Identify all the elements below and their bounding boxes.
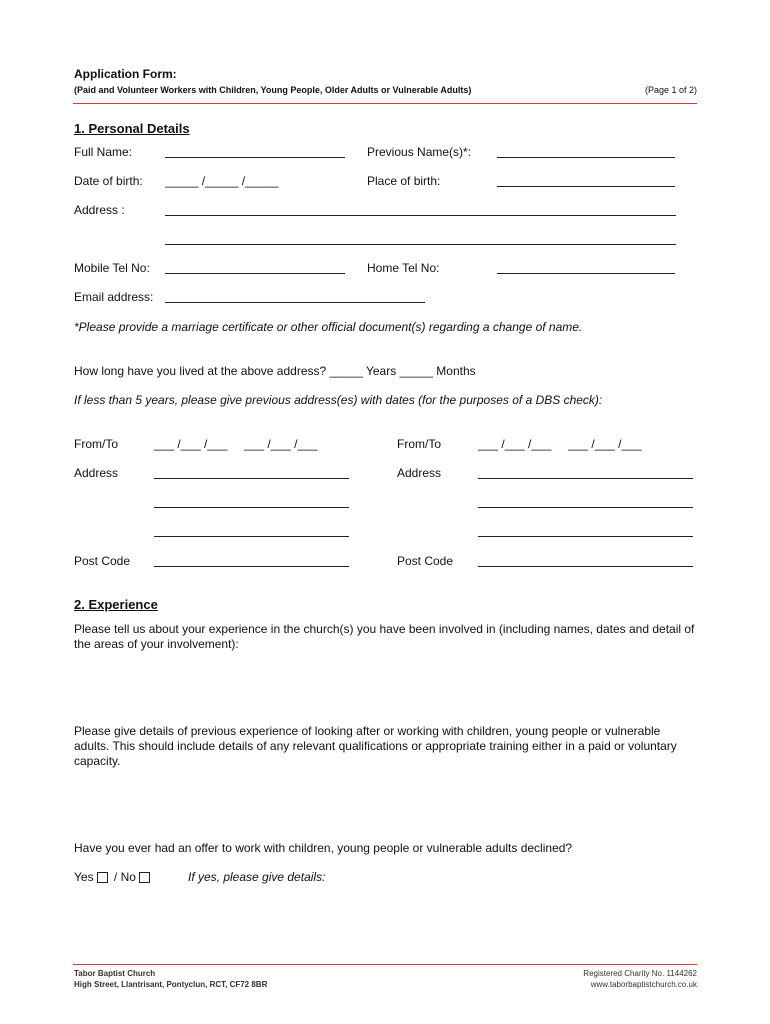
post-code-label-1: Post Code (74, 554, 131, 568)
post-code-field-2[interactable] (478, 566, 693, 567)
section-heading-experience: 2. Experience (74, 597, 158, 612)
footer-charity: Registered Charity No. 1144262 (583, 969, 697, 978)
footer-divider (73, 964, 697, 965)
place-of-birth-field[interactable] (497, 186, 675, 187)
mobile-label: Mobile Tel No: (74, 261, 150, 275)
prev-address-1-line-3[interactable] (154, 536, 349, 537)
address-field-line-2[interactable] (165, 244, 676, 245)
yes-label: Yes (74, 870, 94, 884)
footer-org: Tabor Baptist Church (74, 969, 156, 978)
name-change-note: *Please provide a marriage certificate or other official document(s) regarding a change of name. (74, 320, 583, 334)
from-to-label-1: From/To (74, 437, 119, 451)
mobile-field[interactable] (165, 273, 345, 274)
post-code-field-1[interactable] (154, 566, 349, 567)
previous-names-label: Previous Name(s)*: (367, 145, 472, 159)
dob-field[interactable]: _____ /_____ /_____ (165, 174, 279, 188)
form-title: Application Form: (74, 67, 177, 81)
footer-address: High Street, Llantrisant, Pontyclun, RCT, CF72 8BR (74, 980, 268, 989)
address-field-line-1[interactable] (165, 215, 676, 216)
full-name-label: Full Name: (74, 145, 133, 159)
home-tel-label: Home Tel No: (367, 261, 440, 275)
from-to-label-2: From/To (397, 437, 442, 451)
if-yes-prompt: If yes, please give details: (188, 870, 326, 884)
email-label: Email address: (74, 290, 154, 304)
yes-checkbox[interactable] (97, 872, 108, 883)
prev-address-1-line-2[interactable] (154, 507, 349, 508)
footer-website: www.taborbaptistchurch.co.uk (590, 980, 697, 989)
no-label: / No (113, 870, 136, 884)
form-subtitle: (Paid and Volunteer Workers with Children, Young People, Older Adults or Vulnerable Adults) (74, 85, 472, 95)
from-to-field-2[interactable]: ___ /___ /___ ___ /___ /___ (478, 437, 642, 451)
experience-question-2: Please give details of previous experience of looking after or working with children, young people or vulnerable adults. This should include details of any relevant qualifications or appropriate training either in a paid or voluntary capacity. (74, 724, 677, 768)
prev-address-2-line-1[interactable] (478, 478, 693, 479)
previous-names-field[interactable] (497, 157, 675, 158)
prev-address-1-line-1[interactable] (154, 478, 349, 479)
previous-address-note: If less than 5 years, please give previous address(es) with dates (for the purposes of a DBS check): (74, 393, 603, 407)
email-field[interactable] (165, 302, 425, 303)
prev-address-label-2: Address (397, 466, 442, 480)
section-heading-personal: 1. Personal Details (74, 121, 190, 136)
page-number: (Page 1 of 2) (644, 85, 697, 95)
experience-question-3: Have you ever had an offer to work with children, young people or vulnerable adults declined? (74, 841, 573, 855)
place-of-birth-label: Place of birth: (367, 174, 441, 188)
header-divider (73, 103, 697, 104)
post-code-label-2: Post Code (397, 554, 454, 568)
prev-address-label-1: Address (74, 466, 119, 480)
full-name-field[interactable] (165, 157, 345, 158)
home-tel-field[interactable] (497, 273, 675, 274)
experience-question-1: Please tell us about your experience in the church(s) you have been involved in (including names, dates and detail of the areas of your involvement): (74, 622, 695, 651)
dob-label: Date of birth: (74, 174, 143, 188)
how-long-question: How long have you lived at the above address? _____ Years _____ Months (74, 364, 476, 378)
prev-address-2-line-3[interactable] (478, 536, 693, 537)
no-checkbox[interactable] (139, 872, 150, 883)
yes-no-row (74, 870, 153, 884)
from-to-field-1[interactable]: ___ /___ /___ ___ /___ /___ (154, 437, 318, 451)
prev-address-2-line-2[interactable] (478, 507, 693, 508)
address-label: Address : (74, 203, 125, 217)
